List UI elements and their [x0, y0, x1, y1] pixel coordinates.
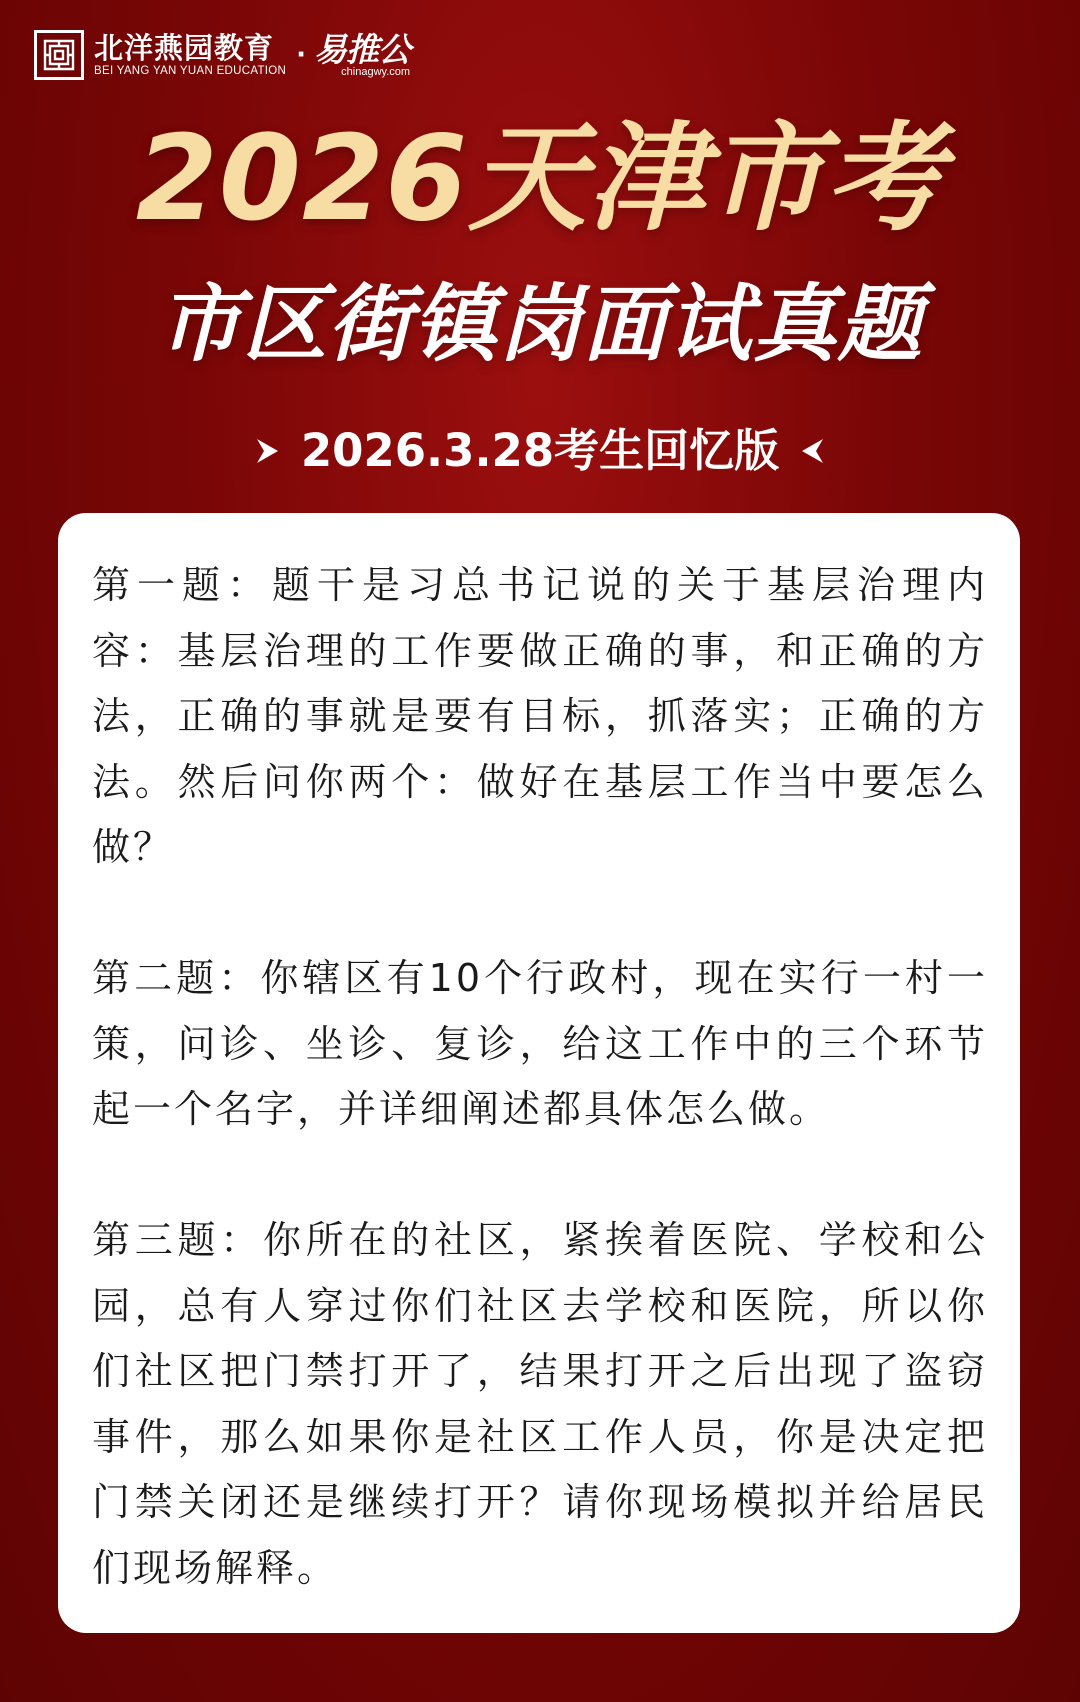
date-banner [0, 418, 1080, 484]
header [34, 28, 410, 82]
brand [94, 32, 286, 78]
page-subtitle: 市区街镇岗面试真题 [157, 275, 923, 373]
page-title: 2026天津市考 [135, 109, 945, 247]
date-text: 2026.3.28考生回忆版 [300, 424, 780, 477]
seal-logo-icon [34, 30, 84, 80]
question-2: 第二题：你辖区有10个行政村，现在实行一村一策，问诊、坐诊、复诊，给这工作中的三个环节起一个名字，并详细阐述都具体怎么做。 [92, 956, 988, 1131]
partner-brand [314, 32, 410, 78]
brand-name-english: BEI YANG YAN YUAN EDUCATION [94, 65, 287, 77]
question-3: 第三题：你所在的社区，紧挨着医院、学校和公园，总有人穿过你们社区去学校和医院，所以你们社区把门禁打开了，结果打开之后出现了盗窃事件，那么如果你是社区工作人员，你是决定把门禁关闭还是继续打开？请你现场模拟并给居民们现场解释。 [92, 1218, 988, 1590]
brand-name: 北洋燕园教育 [94, 31, 275, 65]
partner-url: chinagwy.com [341, 66, 411, 78]
brand-separator: · [296, 40, 307, 70]
question-1: 第一题：题干是习总书记说的关于基层治理内容：基层治理的工作要做正确的事，和正确的方法，正确的事就是要有目标，抓落实；正确的方法。然后问你两个：做好在基层工作当中要怎么做？ [92, 563, 988, 869]
partner-name: 易推公 [314, 30, 411, 69]
chevron-right-icon [255, 436, 281, 466]
questions-card [58, 513, 1020, 1633]
chevron-left-icon [799, 436, 825, 466]
